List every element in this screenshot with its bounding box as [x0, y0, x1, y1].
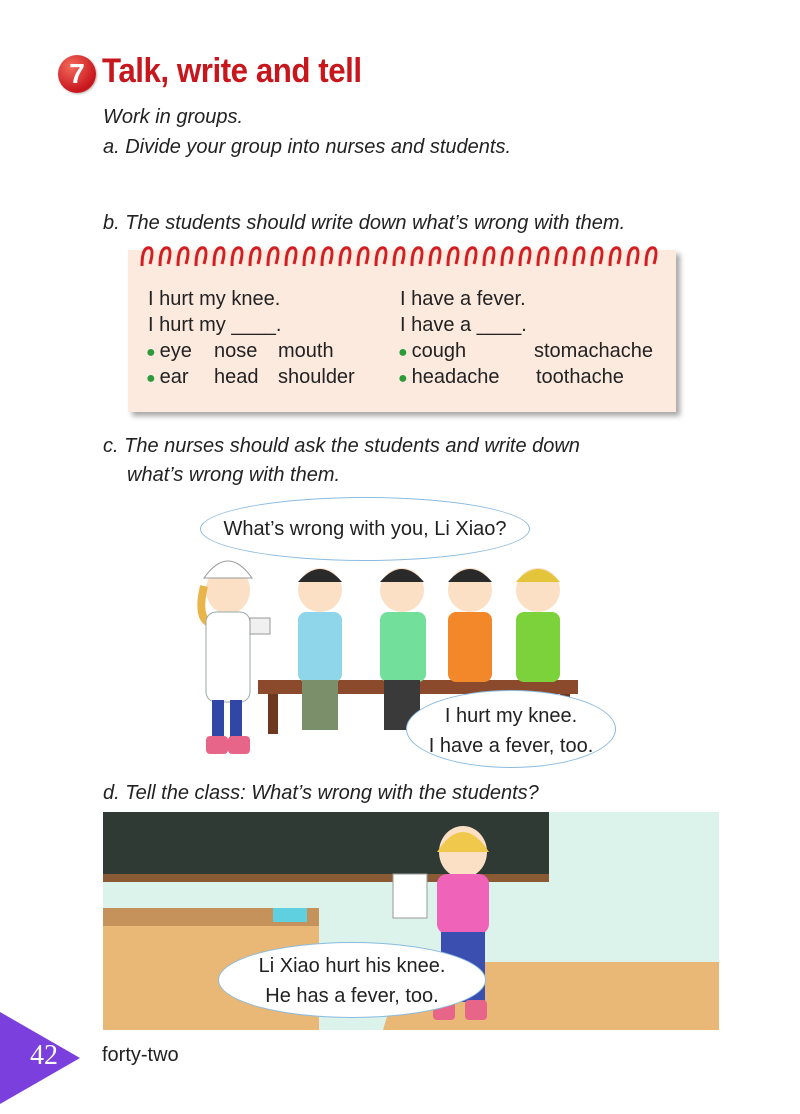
speech-bubble-student	[406, 690, 616, 768]
page-number: 42	[30, 1040, 58, 1071]
notebook-card	[128, 250, 676, 412]
bullet-icon: ●	[398, 370, 408, 387]
instruction-d: d. Tell the class: What’s wrong with the students?	[103, 782, 539, 804]
bullet-icon: ●	[398, 344, 408, 361]
speech-text-girl-1: Li Xiao hurt his knee.	[258, 955, 446, 977]
notebook-left-line1: I hurt my knee.	[148, 288, 281, 310]
instruction-c-line1: c. The nurses should ask the students and write down	[103, 435, 580, 457]
exercise-number-badge: 7	[58, 55, 96, 93]
instruction-work: Work in groups.	[103, 106, 244, 128]
speech-text-student-2: I have a fever, too.	[428, 735, 594, 757]
notebook-left-line2: I hurt my ____.	[148, 314, 282, 336]
speech-text-student-1: I hurt my knee.	[444, 705, 578, 727]
bullet-icon: ●	[146, 344, 156, 361]
notebook-right-row1: ● cough stomachache	[398, 340, 653, 362]
speech-bubble-nurse	[200, 497, 530, 561]
speech-text-girl-2: He has a fever, too.	[265, 985, 439, 1007]
notebook-left-row2: ● ear head shoulder	[146, 366, 355, 388]
instruction-a: a. Divide your group into nurses and students.	[103, 136, 512, 158]
instruction-b: b. The students should write down what’s wrong with them.	[103, 212, 626, 234]
instruction-c-line2: what’s wrong with them.	[127, 464, 341, 486]
section-title: Talk, write and tell	[102, 52, 362, 90]
notebook-right-line2: I have a ____.	[400, 314, 527, 336]
notebook-right-row2: ● headache toothache	[398, 366, 624, 388]
notebook-left-row1: ● eye nose mouth	[146, 340, 334, 362]
speech-bubble-girl	[218, 942, 486, 1018]
bullet-icon: ●	[146, 370, 156, 387]
page-number-word: forty-two	[102, 1044, 179, 1066]
notebook-right-line1: I have a fever.	[400, 288, 526, 310]
speech-text-nurse: What’s wrong with you, Li Xiao?	[223, 518, 507, 540]
spiral-rings-icon	[136, 242, 666, 270]
